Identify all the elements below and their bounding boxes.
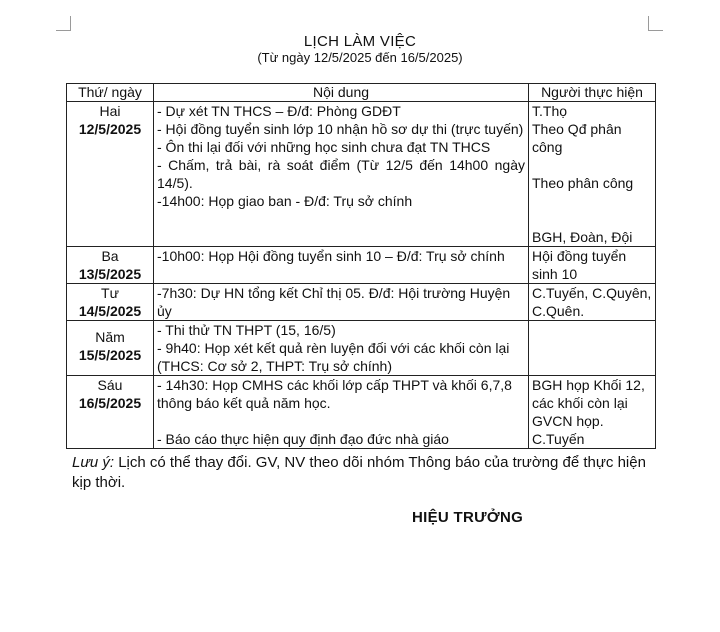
person-item: C.Tuyến, C.Quyên, C.Quên. — [532, 285, 652, 319]
day-cell — [67, 247, 154, 284]
day-date: 15/5/2025 — [78, 347, 142, 363]
content-item: -7h30: Dự HN tổng kết Chỉ thị 05. Đ/đ: Hội trường Huyện ủy — [157, 285, 511, 319]
day-name: Hai — [99, 103, 121, 119]
content-item: - Báo cáo thực hiện quy định đạo đức nhà giáo — [157, 431, 449, 447]
person-item: Theo phân công — [532, 175, 634, 191]
person-item: T.Thọ — [532, 103, 568, 119]
person-cell — [529, 376, 656, 449]
person-item: BGH, Đoàn, Đội — [532, 229, 633, 245]
content-item: -10h00: Họp Hội đồng tuyển sinh 10 – Đ/đ: Trụ sở chính — [157, 248, 505, 264]
header-content: Nội dung — [154, 84, 529, 102]
person-cell — [529, 102, 656, 247]
content-item: - Dự xét TN THCS – Đ/đ: Phòng GDĐT — [157, 103, 401, 119]
content-cell — [154, 247, 529, 284]
content-item: - 14h30: Họp CMHS các khối lớp cấp THPT và khối 6,7,8 thông báo kết quả năm học. — [157, 377, 512, 411]
table-row — [67, 284, 656, 321]
content-item: - Thi thử TN THPT (15, 16/5) — [157, 322, 336, 338]
day-date: 14/5/2025 — [78, 303, 142, 319]
day-name: Sáu — [97, 377, 123, 393]
content-cell — [154, 376, 529, 449]
signature-title: HIỆU TRƯỞNG — [412, 509, 524, 526]
content-item: -14h00: Họp giao ban - Đ/đ: Trụ sở chính — [157, 193, 413, 209]
person-item: C.Tuyến — [532, 431, 585, 447]
document-subtitle: (Từ ngày 12/5/2025 đến 16/5/2025) — [257, 50, 463, 65]
content-item: - Chấm, trả bài, rà soát điểm (Từ 12/5 đến 14h00 ngày 14/5). — [157, 157, 525, 191]
table-row — [67, 376, 656, 449]
content-item: - 9h40: Họp xét kết quả rèn luyện đối với các khối còn lại (THCS: Cơ sở 2, THPT: Trụ sở chính) — [157, 340, 510, 374]
day-cell — [67, 376, 154, 449]
page-corner-mark-top-left — [56, 16, 71, 31]
table-header-row — [67, 84, 656, 102]
day-date: 13/5/2025 — [78, 266, 142, 282]
table-row — [67, 321, 656, 376]
person-cell — [529, 284, 656, 321]
note-label: Lưu ý: — [72, 454, 115, 471]
content-item: - Ôn thi lại đối với những học sinh chưa đạt TN THCS — [157, 139, 491, 155]
day-cell — [67, 321, 154, 376]
table-row — [67, 102, 656, 247]
day-name: Năm — [95, 329, 125, 345]
day-date: 12/5/2025 — [78, 121, 142, 137]
day-cell — [67, 284, 154, 321]
table-row — [67, 247, 656, 284]
day-date: 16/5/2025 — [78, 395, 142, 411]
person-item: Hội đồng tuyển sinh 10 — [532, 248, 627, 282]
header-person: Người thực hiện — [529, 84, 656, 102]
content-item: - Hội đồng tuyển sinh lớp 10 nhận hồ sơ dự thi (trực tuyến) — [157, 121, 524, 137]
schedule-table — [66, 83, 656, 449]
person-item: Theo Qđ phân công — [532, 121, 622, 155]
day-name: Tư — [101, 285, 119, 301]
note-paragraph — [72, 453, 652, 493]
header-day: Thứ/ ngày — [67, 84, 154, 102]
content-cell — [154, 284, 529, 321]
person-item: BGH họp Khối 12, các khối còn lại GVCN họp. — [532, 377, 645, 429]
day-cell — [67, 102, 154, 247]
content-cell — [154, 321, 529, 376]
person-cell — [529, 247, 656, 284]
page-corner-mark-top-right — [648, 16, 663, 31]
day-name: Ba — [101, 248, 119, 264]
note-text: Lịch có thể thay đổi. GV, NV theo dõi nhóm Thông báo của trường để thực hiện kịp thời. — [72, 454, 646, 491]
content-cell — [154, 102, 529, 247]
document-title: LỊCH LÀM VIỆC — [303, 33, 417, 50]
person-cell — [529, 321, 656, 376]
